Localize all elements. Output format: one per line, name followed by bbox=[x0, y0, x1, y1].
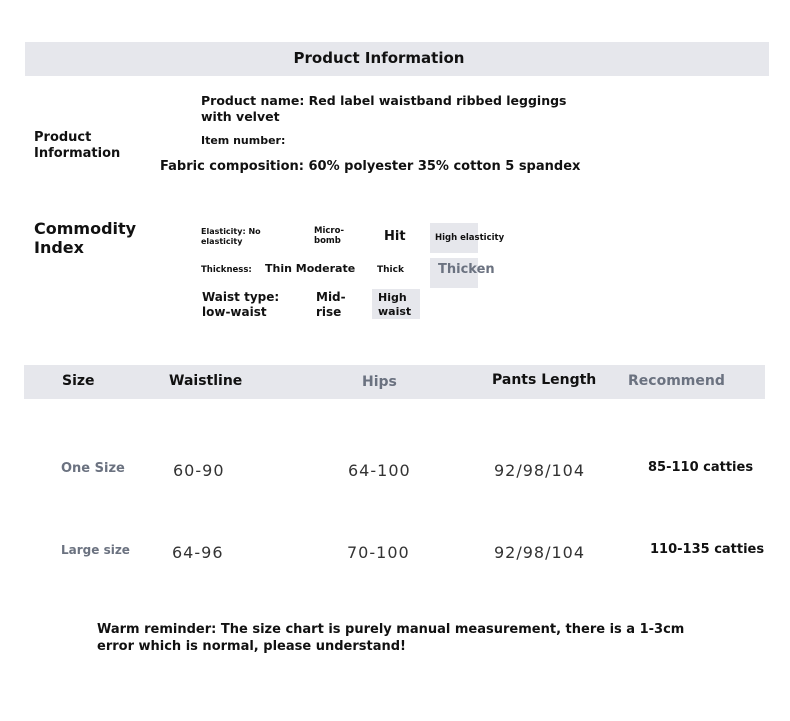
thickness-option-thick: Thick bbox=[377, 265, 404, 275]
elasticity-label: Elasticity: No elasticity bbox=[201, 227, 261, 246]
elasticity-option-high: High elasticity bbox=[435, 233, 505, 243]
col-size: Size bbox=[62, 373, 95, 389]
thickness-label: Thickness: bbox=[201, 265, 252, 275]
row2-hips: 70-100 bbox=[347, 543, 410, 562]
thickness-option-thicken: Thicken bbox=[438, 262, 495, 277]
waist-option-high: High waist bbox=[378, 291, 412, 318]
row2-size: Large size bbox=[61, 543, 130, 557]
row1-size: One Size bbox=[61, 461, 125, 476]
elasticity-option-micro-bomb: Micro-bomb bbox=[314, 226, 344, 246]
product-info-label: Product Information bbox=[34, 130, 121, 161]
col-pants-length: Pants Length bbox=[492, 372, 597, 388]
col-waistline: Waistline bbox=[169, 373, 243, 389]
thickness-option-thin-moderate: Thin Moderate bbox=[265, 262, 356, 275]
warm-reminder: Warm reminder: The size chart is purely manual measurement, there is a 1-3cm error which is normal, please understand! bbox=[97, 622, 685, 654]
row1-hips: 64-100 bbox=[348, 461, 411, 480]
product-name: Product name: Red label waistband ribbed leggings with velvet bbox=[201, 93, 567, 124]
col-hips: Hips bbox=[362, 374, 397, 390]
waist-label: Waist type: low-waist bbox=[202, 290, 280, 319]
item-number: Item number: bbox=[201, 134, 286, 147]
row2-length: 92/98/104 bbox=[494, 543, 586, 562]
row1-recommend: 85-110 catties bbox=[648, 460, 754, 475]
waist-option-mid-rise: Mid-rise bbox=[316, 290, 346, 319]
commodity-index-label: Commodity Index bbox=[34, 219, 137, 257]
fabric-composition: Fabric composition: 60% polyester 35% cotton 5 spandex bbox=[160, 159, 581, 174]
row2-recommend: 110-135 catties bbox=[650, 542, 765, 557]
row1-waistline: 60-90 bbox=[173, 461, 225, 480]
row2-waistline: 64-96 bbox=[172, 543, 224, 562]
page-title: Product Information bbox=[293, 49, 465, 67]
elasticity-option-hit: Hit bbox=[384, 229, 406, 244]
col-recommend: Recommend bbox=[628, 373, 725, 389]
row1-length: 92/98/104 bbox=[494, 461, 586, 480]
